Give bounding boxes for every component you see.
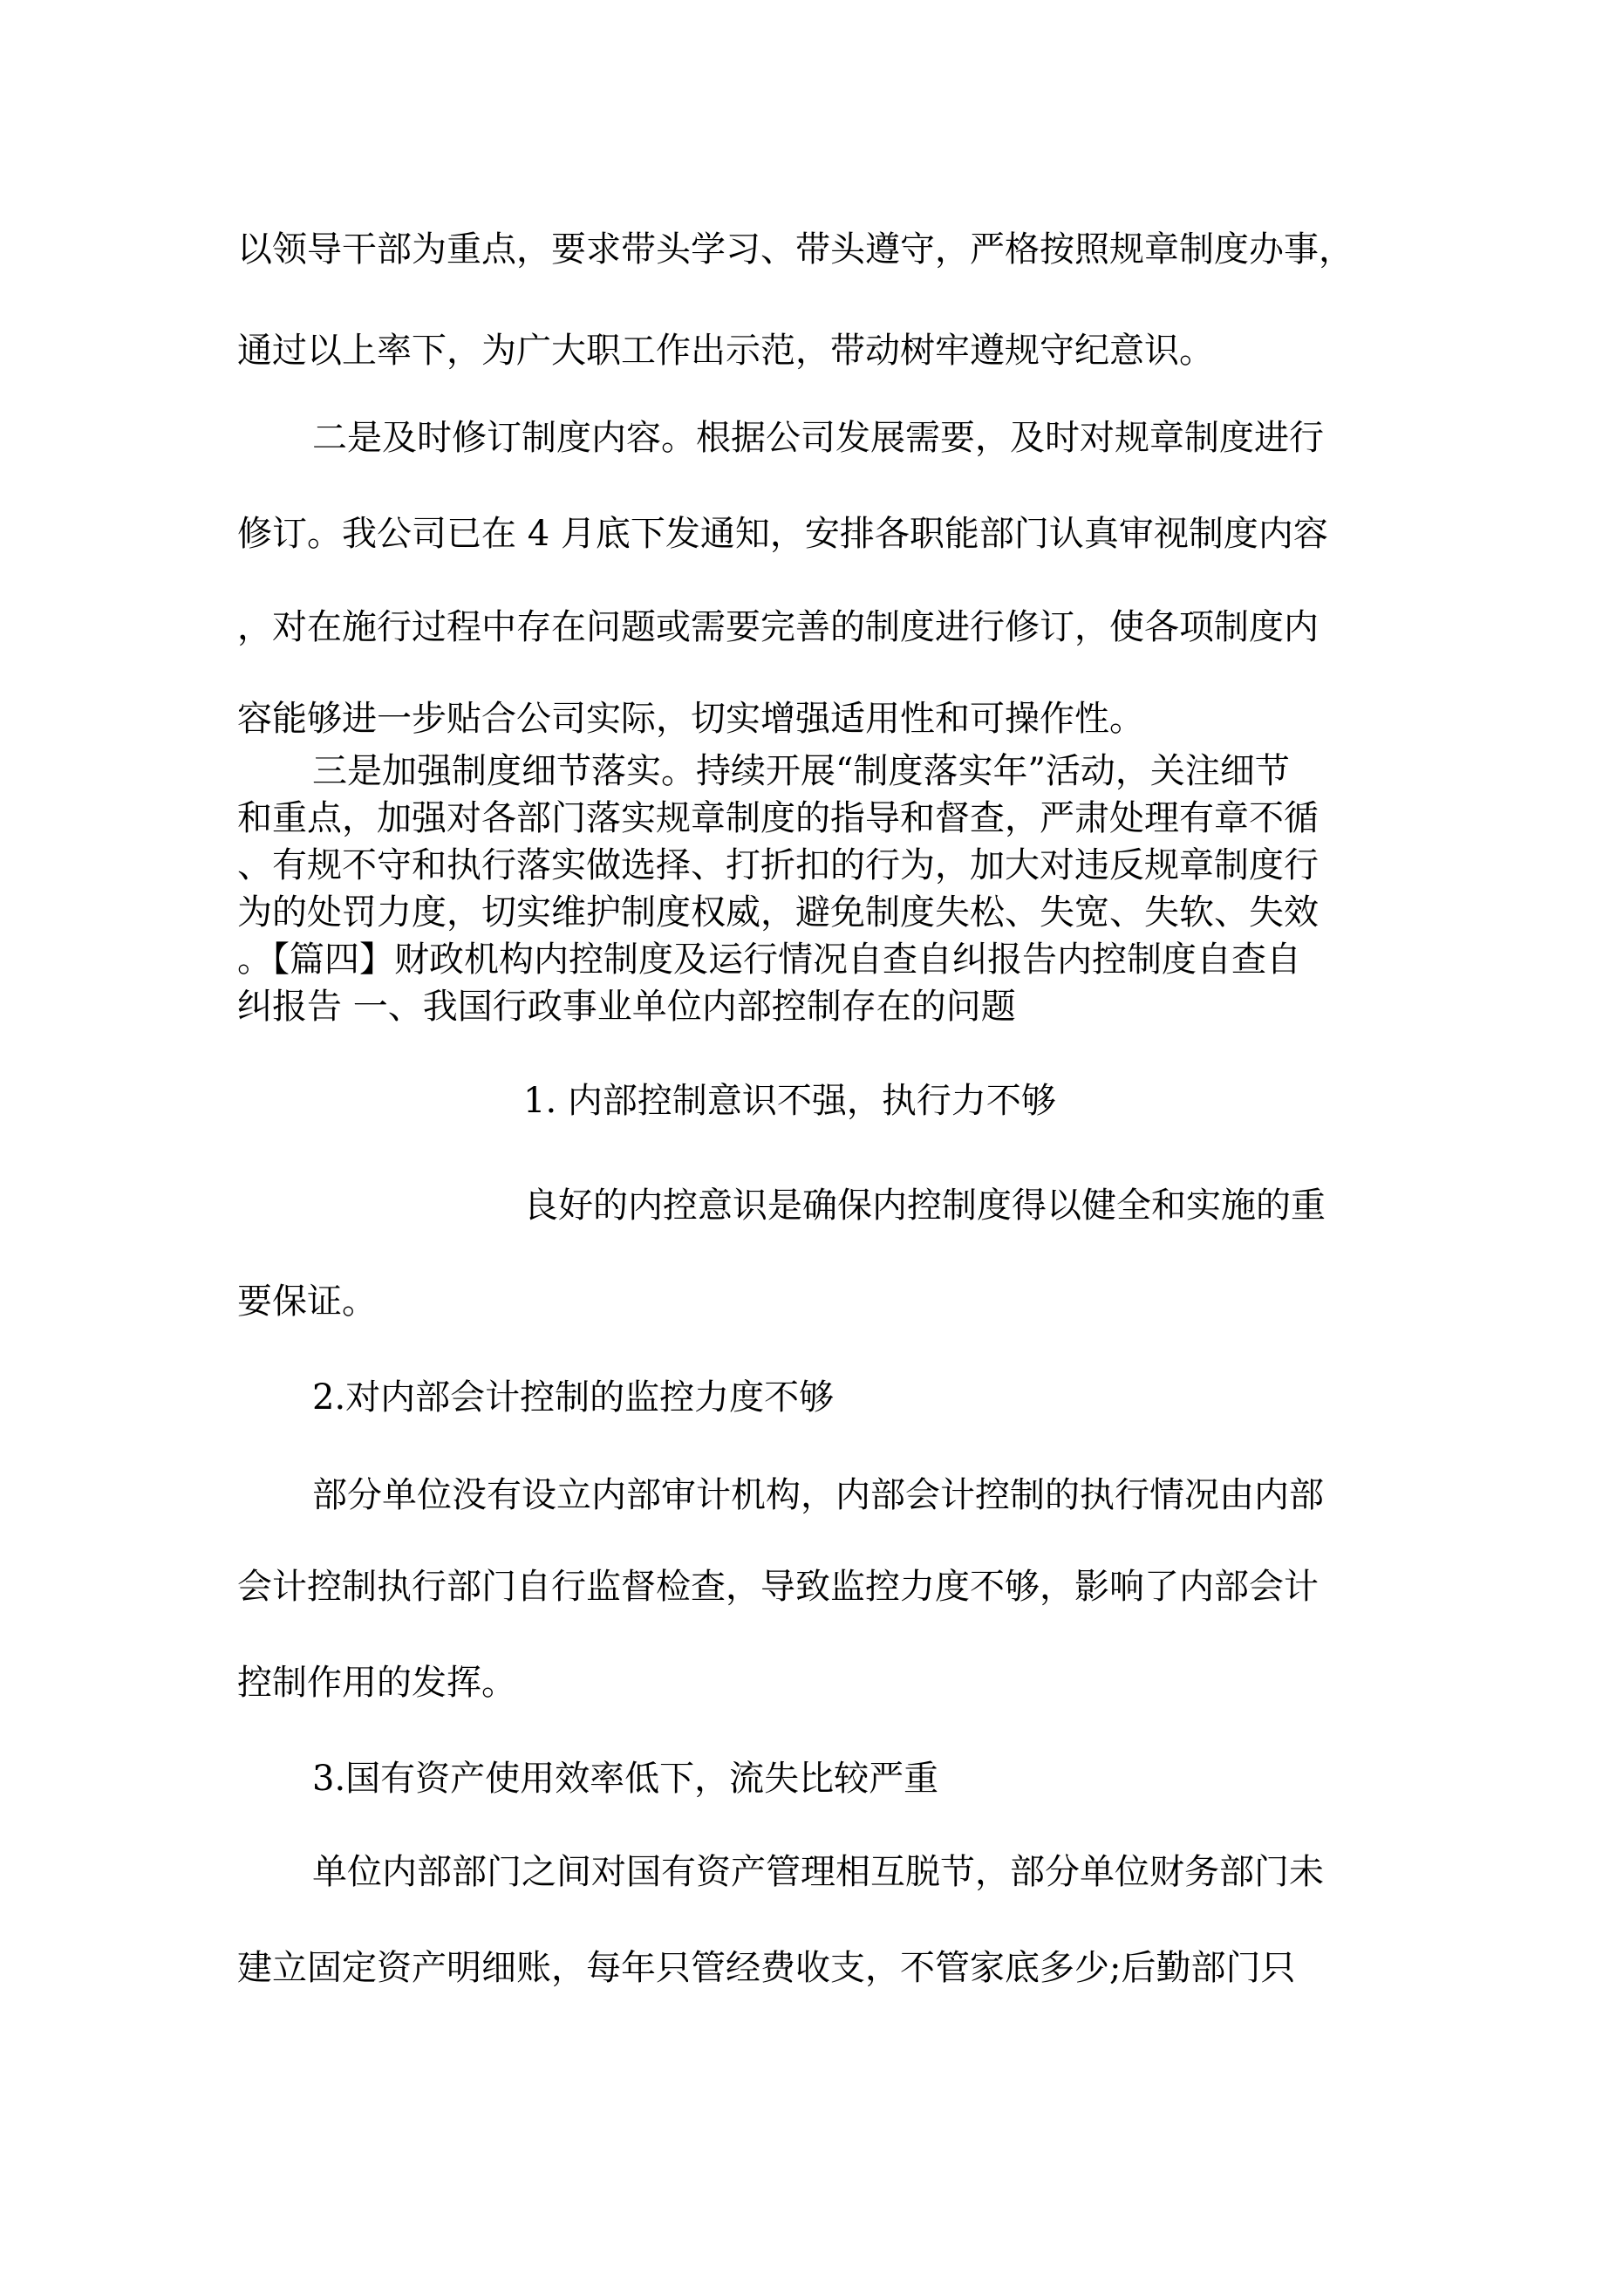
paragraph-line: ，对在施行过程中存在问题或需要完善的制度进行修订，使各项制度内: [237, 607, 1319, 647]
paragraph-line: 纠报告 一、我国行政事业单位内部控制存在的问题: [237, 987, 1016, 1027]
paragraph-line: 、有规不守和执行落实做选择、打折扣的行为，加大对违反规章制度行: [237, 845, 1319, 885]
section-heading: 1. 内部控制意识不强，执行力不够: [523, 1081, 1056, 1121]
paragraph-line: 部分单位没有设立内部审计机构，内部会计控制的执行情况由内部: [312, 1475, 1324, 1515]
paragraph-line: 修订。我公司已在 4 月底下发通知，安排各职能部门认真审视制度内容: [237, 514, 1328, 554]
paragraph-line: 要保证。: [237, 1281, 377, 1322]
paragraph-line: 建立固定资产明细账，每年只管经费收支，不管家底多少;后勤部门只: [237, 1948, 1296, 1988]
section-heading: 3.国有资产使用效率低下，流失比较严重: [312, 1759, 939, 1799]
paragraph-line: 以领导干部为重点，要求带头学习、带头遵守，严格按照规章制度办事，: [237, 229, 1354, 270]
paragraph-line: 良好的内控意识是确保内控制度得以健全和实施的重: [523, 1186, 1326, 1226]
paragraph-line: 二是及时修订制度内容。根据公司发展需要，及时对规章制度进行: [312, 418, 1324, 458]
paragraph-line: 控制作用的发挥。: [237, 1663, 516, 1703]
paragraph-line: 容能够进一步贴合公司实际，切实增强适用性和可操作性。: [237, 699, 1144, 739]
paragraph-line: 和重点，加强对各部门落实规章制度的指导和督查，严肃处理有章不循: [237, 798, 1319, 838]
paragraph-line: 。【篇四】财政机构内控制度及运行情况自查自纠报告内控制度自查自: [237, 940, 1301, 980]
paragraph-line: 三是加强制度细节落实。持续开展“制度落实年”活动，关注细节: [312, 751, 1290, 791]
paragraph-line: 会计控制执行部门自行监督检查，导致监控力度不够，影响了内部会计: [237, 1567, 1319, 1607]
paragraph-line: 通过以上率下，为广大职工作出示范，带动树牢遵规守纪意识。: [237, 331, 1214, 371]
paragraph-line: 为的处罚力度，切实维护制度权威，避免制度失松、失宽、失软、失效: [237, 892, 1319, 933]
paragraph-line: 单位内部部门之间对国有资产管理相互脱节，部分单位财务部门未: [312, 1852, 1324, 1892]
section-heading: 2.对内部会计控制的监控力度不够: [312, 1377, 835, 1418]
